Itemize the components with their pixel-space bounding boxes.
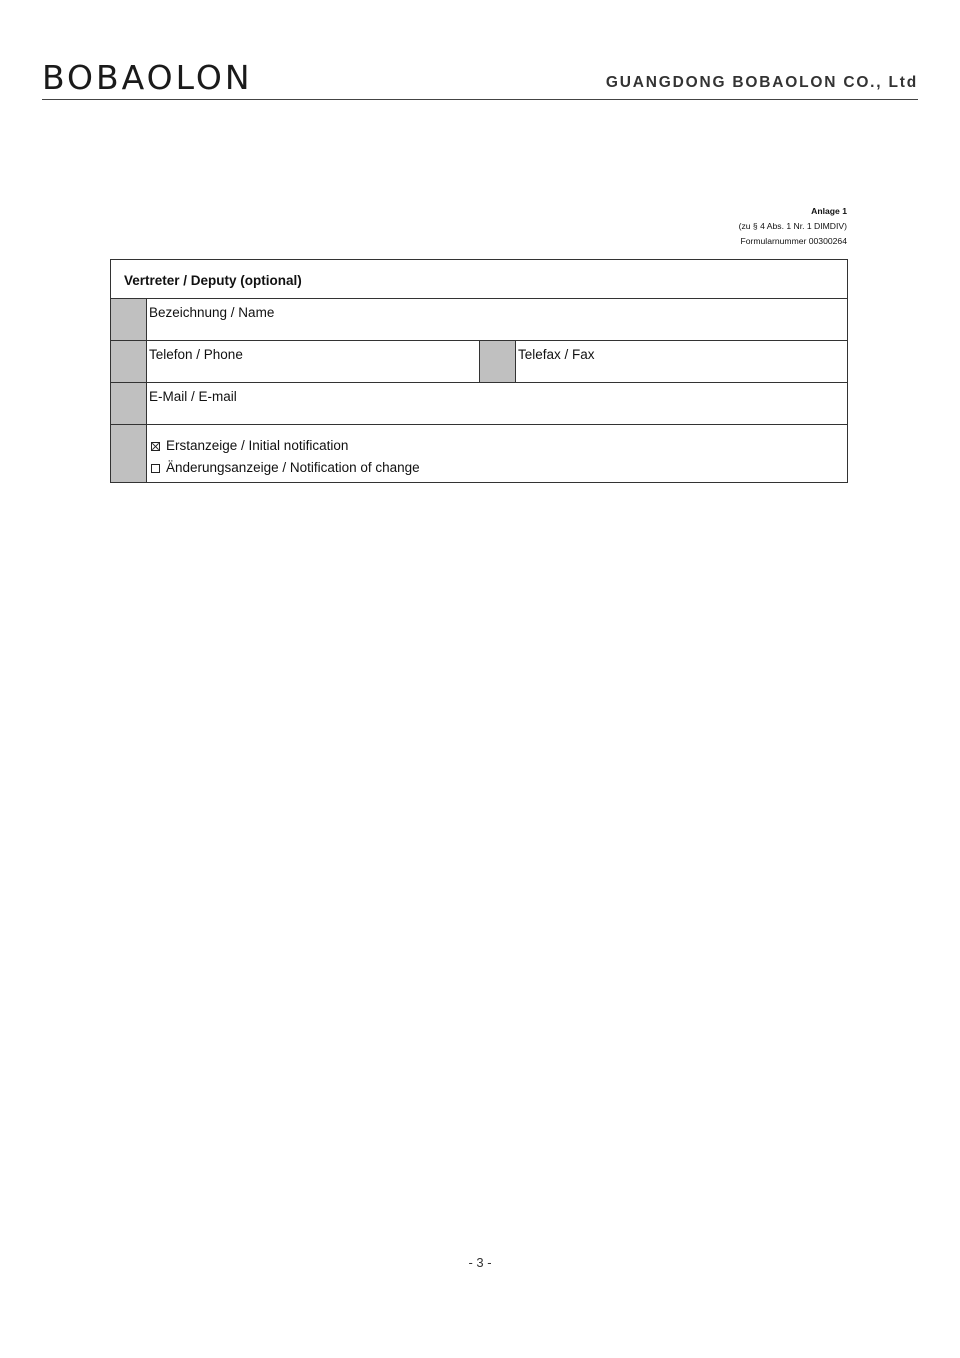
fax-field[interactable] [516,341,847,382]
notification-options [147,425,847,482]
phone-field[interactable] [147,341,480,382]
email-row [111,383,847,425]
notification-row [111,425,847,482]
annex-block [739,204,847,249]
phone-label: Telefon / Phone [149,347,243,362]
change-notification-label: Änderungsanzeige / Notification of change [166,460,420,475]
change-notification-option[interactable] [149,457,847,479]
fax-label: Telefax / Fax [518,347,595,362]
annex-title: Anlage 1 [811,206,847,216]
name-row [111,299,847,341]
name-label: Bezeichnung / Name [149,305,275,320]
email-label: E-Mail / E-mail [149,389,237,404]
annex-form-number: Formularnummer 00300264 [740,236,847,246]
initial-notification-label: Erstanzeige / Initial notification [166,438,349,453]
row-marker [111,341,147,382]
company-logo: BOBAOLON [42,58,253,97]
header-divider [42,99,918,100]
annex-reference: (zu § 4 Abs. 1 Nr. 1 DIMDIV) [738,221,847,231]
email-field[interactable] [147,383,847,424]
row-marker [480,341,516,382]
form-heading: Vertreter / Deputy (optional) [111,260,847,299]
row-marker [111,383,147,424]
deputy-form [110,259,848,483]
unchecked-checkbox-icon[interactable] [151,464,160,473]
phone-fax-row [111,341,847,383]
row-marker [111,299,147,340]
company-name: GUANGDONG BOBAOLON CO., Ltd [605,74,918,91]
name-field[interactable] [147,299,847,340]
checked-checkbox-icon[interactable] [151,442,160,451]
page-number: - 3 - [468,1255,492,1270]
row-marker [111,425,147,482]
initial-notification-option[interactable] [149,435,847,457]
